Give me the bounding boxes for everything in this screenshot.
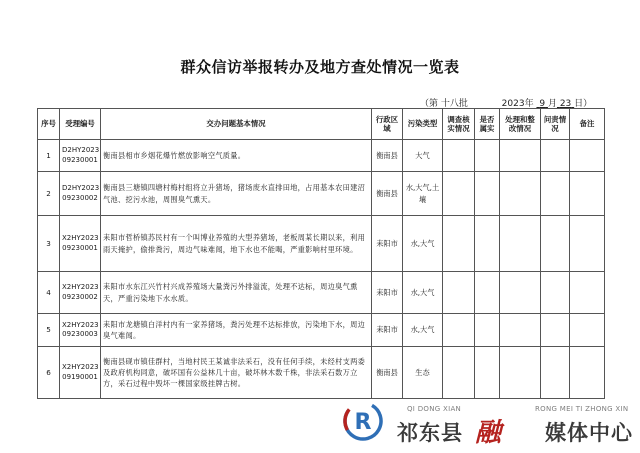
media-center-logo-icon <box>341 399 385 443</box>
row-handling <box>500 314 541 347</box>
row-type: 水,大气 <box>403 314 443 347</box>
row-handling <box>500 347 541 399</box>
row-handling <box>500 272 541 314</box>
row-region: 耒阳市 <box>372 216 403 272</box>
table-row <box>38 140 605 172</box>
header-type: 污染类型 <box>403 109 443 140</box>
row-accountability <box>541 172 570 216</box>
row-remark <box>570 314 605 347</box>
row-verified <box>475 172 500 216</box>
batch-number: 十八批 <box>440 99 468 109</box>
row-type: 大气 <box>403 140 443 172</box>
watermark-pinyin-left: QI DONG XIAN <box>407 405 462 413</box>
row-handling <box>500 216 541 272</box>
row-code <box>60 172 101 216</box>
table-row <box>38 314 605 347</box>
batch-prefix: （第 <box>420 99 439 109</box>
header-region: 行政区域 <box>372 109 403 140</box>
batch-day-value: 23 <box>559 99 572 109</box>
row-code-line1: D2HY2023 <box>62 184 100 193</box>
row-remark <box>570 172 605 216</box>
row-code-line1: X2HY2023 <box>62 234 99 243</box>
row-verified <box>475 347 500 399</box>
table-header-row <box>38 109 605 140</box>
row-seq: 1 <box>38 140 60 172</box>
row-verified <box>475 272 500 314</box>
batch-month-value: 9 <box>539 99 546 109</box>
batch-month-unit: 月 <box>547 99 557 109</box>
row-region: 衡南县 <box>372 347 403 399</box>
watermark-media-center: 媒体中心 <box>545 421 633 445</box>
row-issue: 耒阳市水东江兴竹村兴成养殖场大量粪污外排溢流，处理不达标，周边臭气熏天，严重污染地下水水质。 <box>101 272 372 314</box>
header-accountability: 问责情况 <box>541 109 570 140</box>
row-issue: 耒阳市龙塘镇白洋村内有一家养猪场，粪污处理不达标排放，污染地下水，周边臭气难闻。 <box>101 314 372 347</box>
row-type: 水,大气 <box>403 216 443 272</box>
row-type: 水,大气 <box>403 272 443 314</box>
row-verified <box>475 140 500 172</box>
row-issue: 衡南县砚市镇佳群村，当地村民王某诚非法采石，没有任何手续，未经村支两委及政府机构同意，破坏国有公益林几十亩，破坏林木数千株，非法采石数万立方，采石过程中毁坏一棵国家级挂牌古树。 <box>101 347 372 399</box>
table-row <box>38 172 605 216</box>
row-remark <box>570 216 605 272</box>
row-accountability <box>541 347 570 399</box>
watermark-county-name: 祁东县 <box>397 421 463 445</box>
row-handling <box>500 140 541 172</box>
row-verified <box>475 314 500 347</box>
watermark-pinyin-right: RONG MEI TI ZHONG XIN <box>535 405 629 413</box>
row-type: 生态 <box>403 347 443 399</box>
row-code-line1: X2HY2023 <box>62 320 99 329</box>
table-row <box>38 272 605 314</box>
row-code-line1: D2HY2023 <box>62 146 100 155</box>
row-code <box>60 314 101 347</box>
row-survey <box>443 314 475 347</box>
row-code-line1: X2HY2023 <box>62 283 99 292</box>
row-code-line2: 09230001 <box>62 155 98 164</box>
watermark-seal-character: 融 <box>475 418 502 448</box>
row-code <box>60 216 101 272</box>
header-handling: 处理和整改情况 <box>500 109 541 140</box>
row-survey <box>443 140 475 172</box>
row-region: 衡南县 <box>372 172 403 216</box>
row-seq: 2 <box>38 172 60 216</box>
row-issue: 耒阳市哲桥镇苏民村有一个叫博业养殖的大型养猪场，老板周某长期以来，利用雨天掩护，偷排粪污，周边气味难闻，地下水也不能喝，严重影响村里环境。 <box>101 216 372 272</box>
row-type: 水,大气,土壤 <box>403 172 443 216</box>
row-remark <box>570 347 605 399</box>
row-accountability <box>541 140 570 172</box>
header-verified: 是否属实 <box>475 109 500 140</box>
row-seq: 3 <box>38 216 60 272</box>
row-accountability <box>541 272 570 314</box>
row-code-line2: 09230002 <box>62 193 98 202</box>
row-issue: 衡南县相市乡烟花爆竹燃放影响空气质量。 <box>101 140 372 172</box>
row-accountability <box>541 216 570 272</box>
table-row <box>38 216 605 272</box>
header-code: 受理编号 <box>60 109 101 140</box>
row-code-line2: 09230001 <box>62 243 98 252</box>
row-code-line1: X2HY2023 <box>62 363 99 372</box>
row-code <box>60 272 101 314</box>
row-seq: 5 <box>38 314 60 347</box>
row-region: 耒阳市 <box>372 314 403 347</box>
media-center-watermark <box>335 397 640 453</box>
row-code <box>60 347 101 399</box>
row-remark <box>570 140 605 172</box>
header-remark: 备注 <box>570 109 605 140</box>
table-row <box>38 347 605 399</box>
row-remark <box>570 272 605 314</box>
row-region: 衡南县 <box>372 140 403 172</box>
row-survey <box>443 272 475 314</box>
document-title: 群众信访举报转办及地方查处情况一览表 <box>180 58 460 76</box>
batch-suffix: 日） <box>574 99 593 109</box>
header-seq: 序号 <box>38 109 60 140</box>
row-survey <box>443 172 475 216</box>
row-accountability <box>541 314 570 347</box>
complaint-table <box>37 108 605 399</box>
row-code-line2: 09230003 <box>62 330 98 338</box>
row-seq: 4 <box>38 272 60 314</box>
row-region: 耒阳市 <box>372 272 403 314</box>
header-issue: 交办问题基本情况 <box>101 109 372 140</box>
row-issue: 衡南县三塘镇四塘村梅村组将立升猪场，猪场废水直排田地，占用基本农田建沼气池、挖污水池，周围臭气熏天。 <box>101 172 372 216</box>
row-survey <box>443 347 475 399</box>
svg-text:R: R <box>354 410 372 435</box>
batch-year-unit: 年 <box>524 99 534 109</box>
header-survey: 调查核实情况 <box>443 109 475 140</box>
row-survey <box>443 216 475 272</box>
row-code <box>60 140 101 172</box>
row-seq: 6 <box>38 347 60 399</box>
row-handling <box>500 172 541 216</box>
row-code-line2: 09230002 <box>62 292 98 301</box>
row-code-line2: 09190001 <box>62 372 98 381</box>
row-verified <box>475 216 500 272</box>
batch-year: 2023 <box>501 99 525 109</box>
